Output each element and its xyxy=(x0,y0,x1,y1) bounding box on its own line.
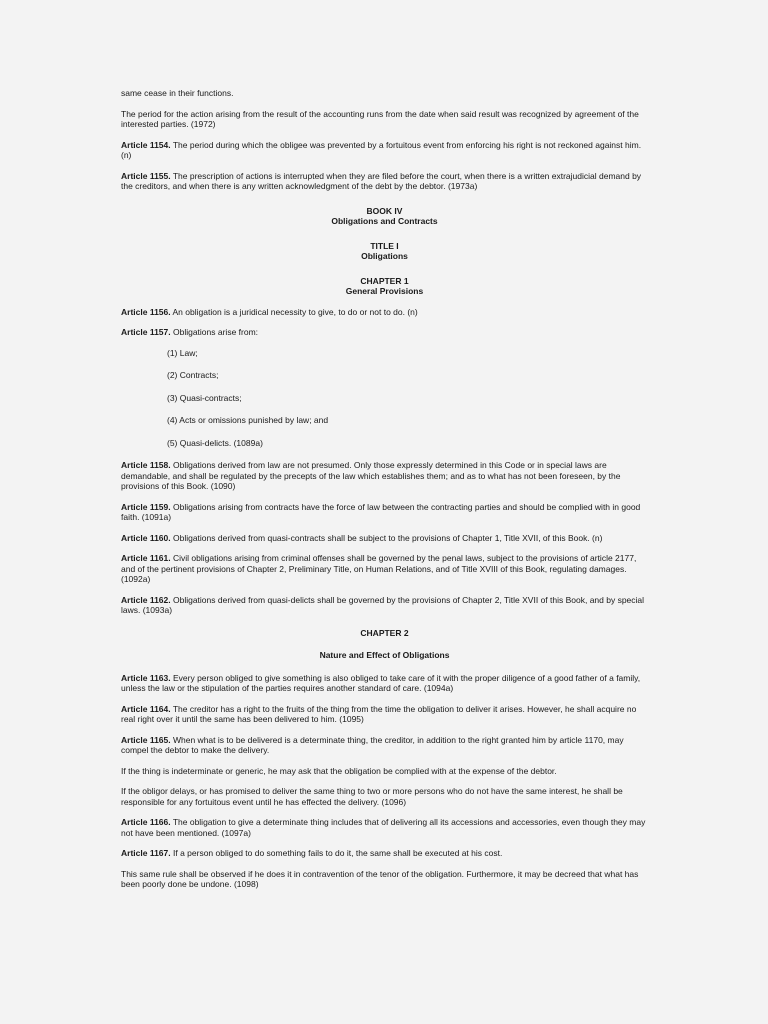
article-label: Article 1166. xyxy=(121,817,171,827)
article-1162 xyxy=(121,595,648,616)
article-1167 xyxy=(121,848,648,859)
article-1158 xyxy=(121,460,648,492)
article-text: Obligations arise from: xyxy=(170,327,259,337)
list-item: (4) Acts or omissions punished by law; and xyxy=(167,415,329,425)
article-label: Article 1157. xyxy=(121,327,171,337)
article-label: Article 1158. xyxy=(121,460,171,470)
article-1156 xyxy=(121,307,648,318)
paragraph: If the thing is indeterminate or generic, he may ask that the obligation be complied with at the expense of the debtor. xyxy=(121,765,557,776)
list-item: (1) Law; xyxy=(167,347,198,358)
article-label: Article 1155. xyxy=(121,170,171,181)
article-text: An obligation is a juridical necessity to give, to do or not to do. (n) xyxy=(170,306,418,317)
paragraph: If the obligor delays, or has promised to deliver the same thing to two or more persons who do not have the same interest, he shall be responsible for any fortuitous event until he has effected the delivery. (1096) xyxy=(121,786,623,807)
list-item: (2) Contracts; xyxy=(167,370,219,380)
article-label: Article 1159. xyxy=(121,501,171,512)
article-1165 xyxy=(121,735,648,756)
article-1157 xyxy=(121,327,648,338)
chapter-number: CHAPTER 1 xyxy=(360,275,409,286)
article-text: The prescription of actions is interrupted when they are filed before the court, when there is a written extrajudicial demand by the creditors, and when there is any written acknowledgment of the debt by the debtor. (1973a) xyxy=(121,170,642,191)
article-label: Article 1167. xyxy=(121,848,171,858)
article-1166 xyxy=(121,817,648,838)
article-text: The obligation to give a determinate thing includes that of delivering all its accessions and accessories, even though they may not have been mentioned. (1097a) xyxy=(121,817,646,838)
paragraph: same cease in their functions. xyxy=(121,88,234,98)
article-label: Article 1160. xyxy=(121,532,171,543)
chapter-1-heading xyxy=(121,276,648,297)
article-1159 xyxy=(121,502,648,523)
article-label: Article 1156. xyxy=(121,306,171,317)
article-text: Obligations arising from contracts have the force of law between the contracting parties and should be complied with in good faith. (1091a) xyxy=(121,501,641,522)
article-label: Article 1161. xyxy=(121,553,171,563)
title-number: TITLE I xyxy=(370,240,399,251)
chapter-title: General Provisions xyxy=(345,286,424,296)
article-text: Obligations derived from quasi-contracts shall be subject to the provisions of Chapter 1, Title XVII, of this Book. (n) xyxy=(170,532,603,543)
article-text: The period during which the obligee was prevented by a fortuitous event from enforcing his right is not reckoned against him. (n) xyxy=(121,139,642,160)
list-item: (3) Quasi-contracts; xyxy=(167,392,242,403)
article-1164 xyxy=(121,704,648,725)
title-name: Obligations xyxy=(361,251,408,261)
article-1154 xyxy=(121,140,648,161)
article-text: If a person obliged to do something fails to do it, the same shall be executed at his cost. xyxy=(170,848,503,858)
book-number: BOOK IV xyxy=(366,205,403,216)
article-text: Obligations derived from law are not presumed. Only those expressly determined in this Code or in special laws are demandable, and shall be regulated by the precepts of the law which establishes them; and as to what has not been foreseen, by the provisions of this Book. (1090) xyxy=(121,460,621,491)
article-label: Article 1154. xyxy=(121,139,171,150)
book-heading xyxy=(121,206,648,227)
article-text: Every person obliged to give something is also obliged to take care of it with the proper diligence of a good father of a family, unless the law or the stipulation of the parties requires another standard of care. (1094a) xyxy=(121,672,641,693)
article-label: Article 1162. xyxy=(121,594,171,605)
list-item: (5) Quasi-delicts. (1089a) xyxy=(167,437,263,448)
title-heading xyxy=(121,241,648,262)
chapter-2-title: Nature and Effect of Obligations xyxy=(319,650,450,660)
article-text: Civil obligations arising from criminal offenses shall be governed by the penal laws, subject to the provisions of article 2177, and of the pertinent provisions of Chapter 2, Preliminary Title, on Human Relations, and of Title XVIII of this Book, regulating damages. (1092a) xyxy=(121,553,637,584)
book-title: Obligations and Contracts xyxy=(331,216,438,226)
article-text: The creditor has a right to the fruits of the thing from the time the obligation to deliver it arises. However, he shall acquire no real right over it until the same has been delivered to him. (1095) xyxy=(121,703,637,724)
article-label: Article 1165. xyxy=(121,734,171,745)
article-1155 xyxy=(121,171,648,192)
chapter-2-number: CHAPTER 2 xyxy=(360,627,409,638)
article-text: Obligations derived from quasi-delicts shall be governed by the provisions of Chapter 2, Title XVII of this Book, and by special laws. (1093a) xyxy=(121,594,645,615)
article-label: Article 1163. xyxy=(121,672,171,683)
article-label: Article 1164. xyxy=(121,703,171,714)
article-1163 xyxy=(121,673,648,694)
article-text: When what is to be delivered is a determinate thing, the creditor, in addition to the right granted him by article 1170, may compel the debtor to make the delivery. xyxy=(121,734,624,755)
paragraph: The period for the action arising from the result of the accounting runs from the date when said result was recognized by agreement of the interested parties. (1972) xyxy=(121,108,639,129)
article-1160 xyxy=(121,533,648,544)
article-1161 xyxy=(121,553,648,585)
paragraph: This same rule shall be observed if he does it in contravention of the tenor of the obligation. Furthermore, it may be decreed that what has been poorly done be undone. (1098) xyxy=(121,868,639,889)
